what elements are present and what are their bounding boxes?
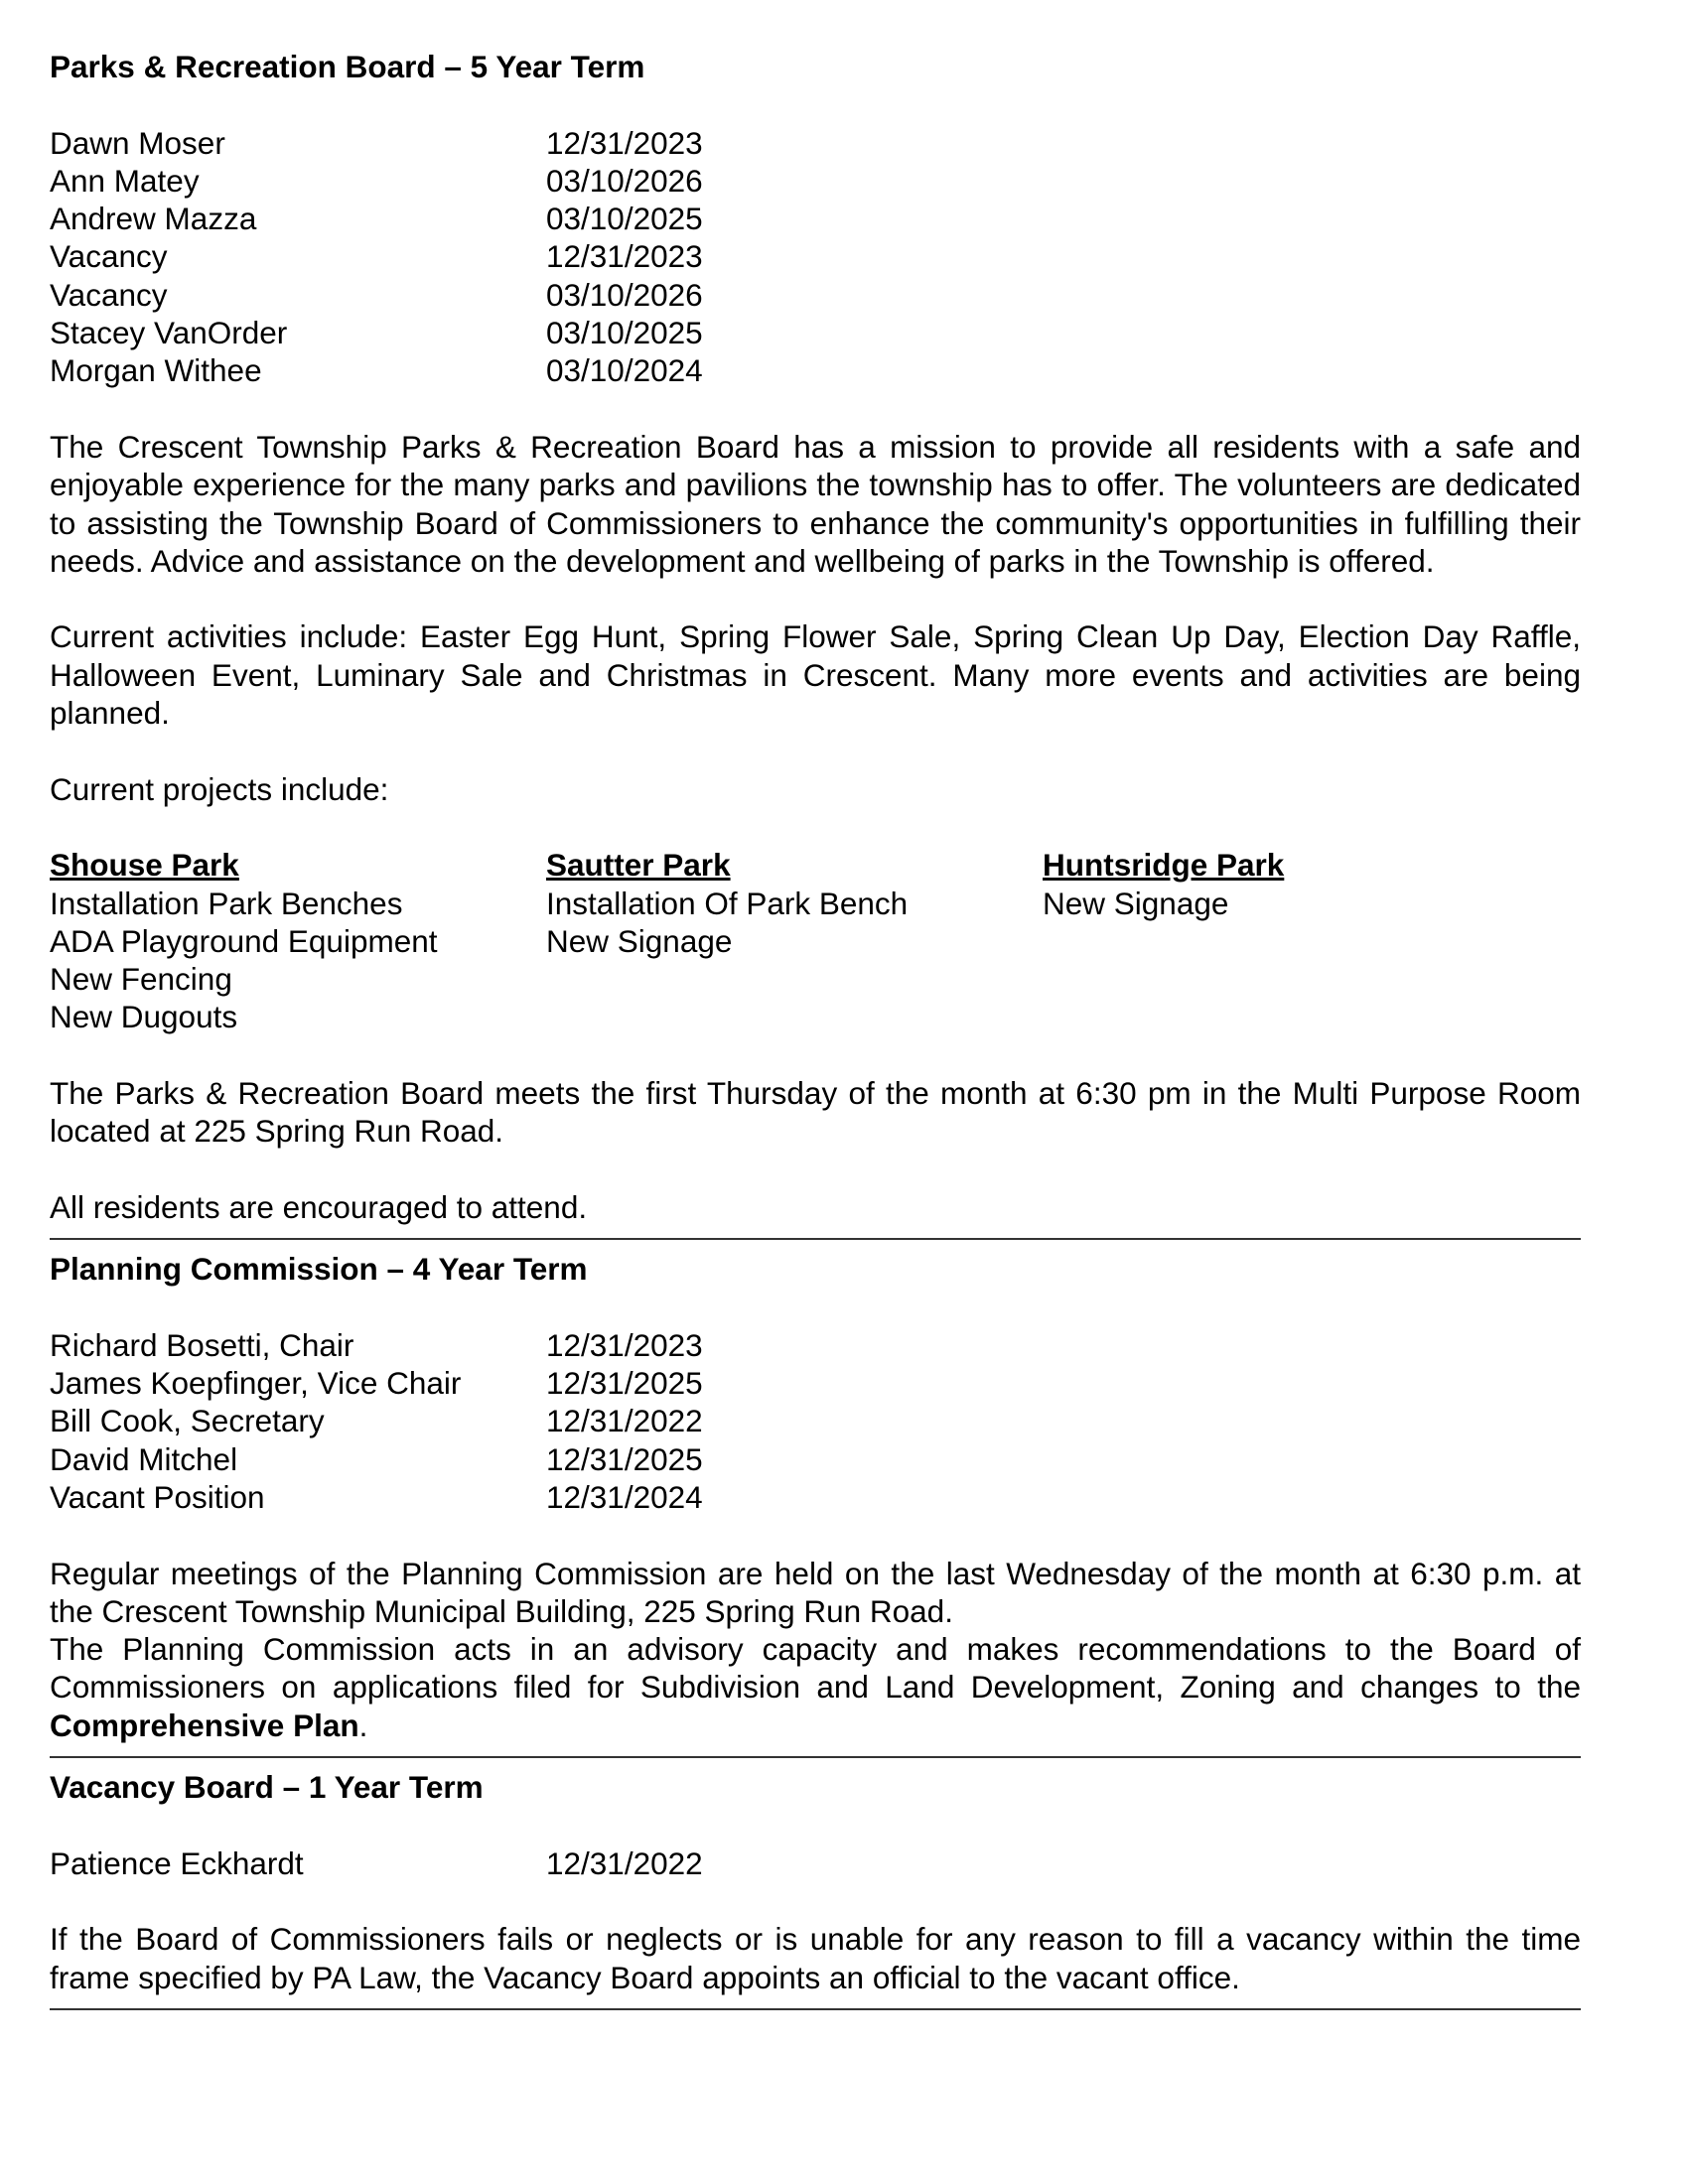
planning-commission-heading: Planning Commission – 4 Year Term — [50, 1251, 588, 1288]
term-date: 12/31/2025 — [546, 1365, 703, 1402]
member-name: Vacancy — [50, 238, 168, 275]
project-park-title: Shouse Park — [50, 847, 239, 884]
member-row — [50, 314, 1581, 351]
project-item: ADA Playground Equipment — [50, 922, 438, 959]
project-park-title: Sautter Park — [546, 847, 731, 884]
member-row — [50, 276, 1581, 314]
member-name: James Koepfinger, Vice Chair — [50, 1365, 462, 1402]
planning-meetings-paragraph: Regular meetings of the Planning Commission are held on the last Wednesday of the month at 6:30 p.m. at the Crescent Township Municipal Building, 225 Spring Run Road. — [50, 1555, 1581, 1629]
planning-role-end: . — [358, 1706, 368, 1743]
member-row — [50, 124, 1581, 162]
term-date: 03/10/2025 — [546, 315, 703, 351]
comprehensive-plan-term: Comprehensive Plan — [50, 1706, 359, 1743]
project-item: New Dugouts — [50, 999, 238, 1035]
term-date: 12/31/2023 — [546, 238, 703, 275]
parks-members-list — [50, 124, 1581, 390]
section-divider — [50, 1756, 1581, 1758]
project-item: New Signage — [546, 922, 733, 959]
projects-intro: Current projects include: — [50, 770, 389, 807]
planning-role-text: The Planning Commission acts in an advisory capacity and makes recommendations to the Board of Commissioners on applications filed for Subdivision and Land Development, Zoning and changes to the — [50, 1631, 1581, 1706]
project-item: Installation Park Benches — [50, 885, 403, 921]
vacancy-description-paragraph: If the Board of Commissioners fails or neglects or is unable for any reason to fill a vacancy within the time frame specified by PA Law, the Vacancy Board appoints an official to the vacant office. — [50, 1921, 1581, 1995]
term-date: 03/10/2026 — [546, 162, 703, 199]
member-name: Bill Cook, Secretary — [50, 1403, 325, 1439]
member-row — [50, 1364, 1581, 1402]
member-name: Vacancy — [50, 276, 168, 313]
term-date: 03/10/2025 — [546, 201, 703, 237]
parks-activities-paragraph: Current activities include: Easter Egg Hunt, Spring Flower Sale, Spring Clean Up Day, Election Day Raffle, Halloween Event, Luminary Sale and Christmas in Crescent. Many more events and activities are being planned. — [50, 618, 1581, 732]
project-column-shouse — [50, 846, 546, 1035]
project-column-sautter — [546, 846, 1043, 1035]
member-name: Patience Eckhardt — [50, 1844, 304, 1881]
member-name: Dawn Moser — [50, 124, 225, 161]
member-row — [50, 1326, 1581, 1364]
parks-board-heading: Parks & Recreation Board – 5 Year Term — [50, 49, 645, 84]
vacancy-board-heading: Vacancy Board – 1 Year Term — [50, 1769, 484, 1806]
member-row — [50, 162, 1581, 200]
parks-meeting-paragraph: The Parks & Recreation Board meets the first Thursday of the month at 6:30 pm in the Multi Purpose Room located at 225 Spring Run Road. — [50, 1075, 1581, 1150]
planning-role-paragraph — [50, 1630, 1581, 1744]
term-date: 12/31/2022 — [546, 1844, 703, 1881]
member-name: Stacey VanOrder — [50, 315, 288, 351]
member-row — [50, 1844, 1581, 1882]
member-name: Vacant Position — [50, 1478, 265, 1515]
section-divider — [50, 1238, 1581, 1240]
member-name: David Mitchel — [50, 1440, 238, 1477]
member-row — [50, 200, 1581, 237]
parks-invite-text: All residents are encouraged to attend. — [50, 1188, 588, 1225]
term-date: 03/10/2026 — [546, 276, 703, 313]
planning-members-list — [50, 1326, 1581, 1516]
document-page — [50, 48, 1581, 2020]
project-park-title: Huntsridge Park — [1043, 847, 1285, 884]
member-name: Richard Bosetti, Chair — [50, 1326, 354, 1363]
section-divider — [50, 2008, 1581, 2010]
project-item: Installation Of Park Bench — [546, 885, 909, 921]
project-item: New Signage — [1043, 885, 1229, 921]
term-date: 03/10/2024 — [546, 352, 703, 389]
term-date: 12/31/2025 — [546, 1440, 703, 1477]
member-name: Andrew Mazza — [50, 201, 257, 237]
parks-mission-paragraph: The Crescent Township Parks & Recreation Board has a mission to provide all residents with a safe and enjoyable experience for the many parks and pavilions the township has to offer. The volunteers are dedicated to assisting the Township Board of Commissioners to enhance the community's opportunities in fulfilling their needs. Advice and assistance on the development and wellbeing of parks in the Township is offered. — [50, 428, 1581, 579]
term-date: 12/31/2023 — [546, 124, 703, 161]
member-row — [50, 237, 1581, 275]
member-row — [50, 1478, 1581, 1516]
projects-columns — [50, 846, 1581, 1035]
project-column-huntsridge — [1043, 846, 1539, 1035]
term-date: 12/31/2023 — [546, 1326, 703, 1363]
member-name: Ann Matey — [50, 162, 200, 199]
member-name: Morgan Withee — [50, 352, 262, 389]
project-item: New Fencing — [50, 961, 232, 998]
member-row — [50, 1440, 1581, 1478]
term-date: 12/31/2022 — [546, 1403, 703, 1439]
member-row — [50, 1402, 1581, 1439]
member-row — [50, 351, 1581, 389]
term-date: 12/31/2024 — [546, 1478, 703, 1515]
